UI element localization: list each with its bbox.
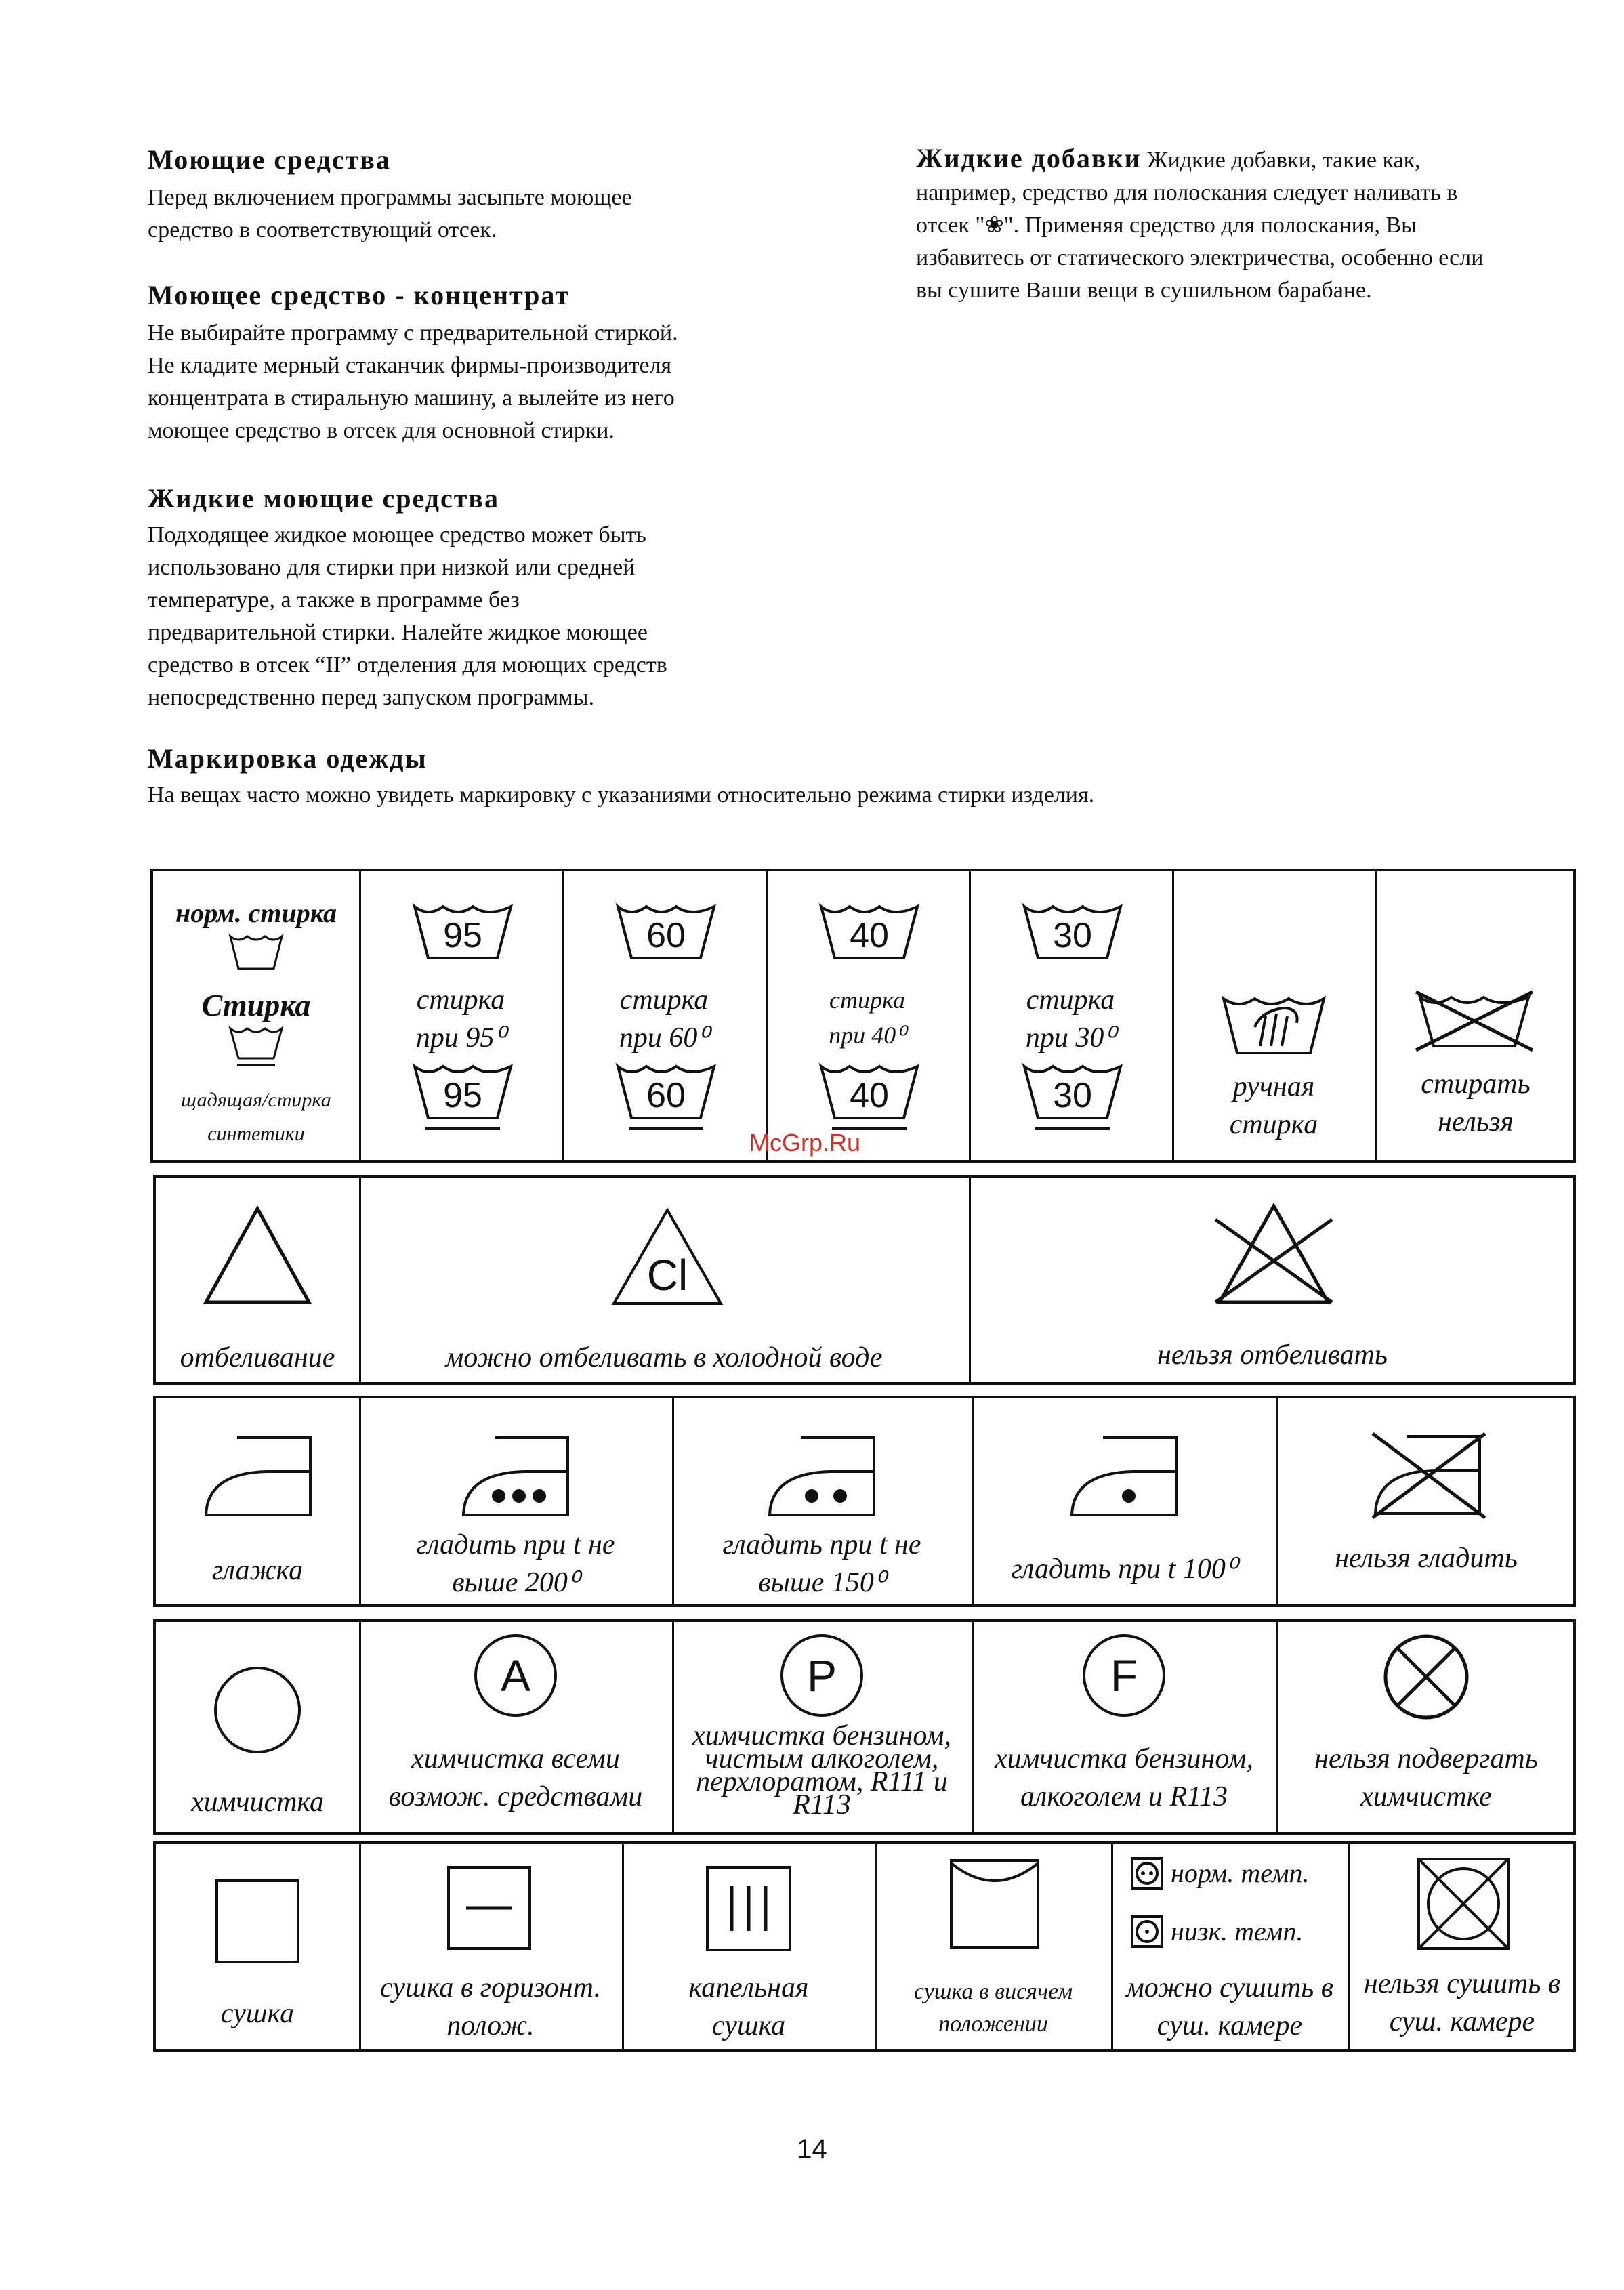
hang-dry-label-2: положении — [938, 2012, 1048, 2037]
bleach-row — [153, 1175, 1576, 1385]
wash-cell-hand — [1172, 871, 1375, 1163]
iron-200-label-1: гладить при t не — [416, 1529, 615, 1560]
text-line: средство в соответствующий отсек. — [148, 217, 497, 243]
iron-200-label-2: выше 200⁰ — [452, 1567, 579, 1598]
temp-text: 30 — [1053, 1076, 1092, 1115]
drying-cell-hang — [875, 1844, 1111, 2052]
no-wash-label-1: стирать — [1421, 1068, 1531, 1100]
tub-30-gentle-icon — [1022, 1062, 1123, 1133]
temp-text: 40 — [850, 1076, 889, 1115]
bleach-cell-cold — [359, 1178, 969, 1385]
temp-text: 40 — [850, 916, 889, 955]
temp-text: 60 — [646, 916, 686, 955]
wash-40-label-1: стирка — [829, 986, 905, 1014]
a-letter: A — [500, 1650, 531, 1701]
dryclean-p-label-4: R113 — [793, 1789, 851, 1820]
tub-95-icon — [412, 902, 514, 961]
detergents-body — [148, 182, 632, 247]
no-dryclean-label-2: химчистке — [1360, 1781, 1492, 1812]
triangle-cl-icon — [610, 1206, 725, 1308]
p-letter: P — [806, 1650, 837, 1701]
tumble-label-2: суш. камере — [1157, 2010, 1303, 2041]
dryclean-row — [153, 1619, 1576, 1835]
temp-text: 95 — [443, 916, 482, 955]
bleach-label: отбеливание — [180, 1342, 335, 1373]
tub-30-icon — [1022, 902, 1123, 961]
text-line: непосредственно перед запуском программы. — [148, 685, 594, 710]
bleach-cell-none — [969, 1178, 1576, 1385]
no-dryclean-label-1: нельзя подвергать — [1314, 1743, 1538, 1774]
page-number: 14 — [797, 2134, 827, 2164]
circle-f-icon — [1080, 1631, 1168, 1720]
text-line: использовано для стирки при низкой или средней — [148, 555, 636, 580]
no-dryclean-icon — [1381, 1631, 1472, 1722]
gentle-sub-label-2: синтетики — [207, 1123, 305, 1145]
dryclean-label: химчистка — [190, 1787, 325, 1818]
wash-60-label-1: стирка — [619, 984, 709, 1016]
dryclean-p-label-1: химчистка бензином, — [692, 1720, 952, 1751]
drying-row — [153, 1841, 1576, 2052]
text-line: предварительной стирки. Налейте жидкое моющее — [148, 620, 648, 645]
watermark: McGrp.Ru — [749, 1129, 861, 1157]
drip-dry-label-2: сушка — [711, 2010, 786, 2041]
flat-dry-label-2: полож. — [446, 2010, 535, 2041]
dryclean-p-label-3: перхлоратом, R111 и — [696, 1766, 948, 1797]
text-line — [916, 142, 1566, 177]
text-line: концентрата в стиральную машину, а вылейте из него — [148, 386, 675, 411]
dryclean-cell-any — [156, 1622, 359, 1835]
text-line: избавитесь от статического электричества, особенно если — [916, 245, 1484, 270]
dryclean-f-label-2: алкоголем и R113 — [1020, 1781, 1228, 1812]
tumble-low-icon — [1130, 1915, 1164, 1949]
no-tumble-label-1: нельзя сушить в — [1363, 1968, 1561, 1999]
iron-cell-150 — [672, 1398, 972, 1607]
dryclean-p-label-2: чистым алкоголем, — [705, 1743, 939, 1774]
no-bleach-icon — [1206, 1202, 1341, 1306]
low-temp-label: низк. темп. — [1171, 1916, 1304, 1946]
iron-cell-100 — [972, 1398, 1276, 1607]
bleach-cell-any — [156, 1178, 359, 1385]
no-iron-label: нельзя гладить — [1335, 1543, 1518, 1574]
hang-dry-icon — [949, 1858, 1041, 1950]
no-bleach-label: нельзя отбеливать — [1157, 1339, 1388, 1371]
concentrate-body — [148, 317, 678, 447]
drying-cell-tumble — [1111, 1844, 1348, 2052]
liquid-body — [148, 519, 667, 714]
temp-text: 30 — [1053, 916, 1092, 955]
temp-text: 60 — [646, 1076, 686, 1115]
no-tumble-icon — [1416, 1856, 1511, 1951]
text-line: Подходящее жидкое моющее средство может быть — [148, 522, 646, 547]
drying-label: сушка — [220, 1998, 295, 2029]
text-line: Перед включением программы засыпьте моющее — [148, 185, 632, 210]
iron-three-dots-icon — [459, 1434, 572, 1519]
additives-lead: Жидкие добавки, такие как, — [1147, 148, 1421, 173]
drying-cell-flat — [359, 1844, 622, 2052]
drying-cell-any — [156, 1844, 359, 2052]
circle-icon — [211, 1664, 304, 1756]
gentle-sub-label-1: щадящая/стирка — [181, 1089, 331, 1111]
hang-dry-label-1: сушка в висячем — [913, 1979, 1073, 2004]
tub-60-gentle-icon — [615, 1062, 717, 1133]
text-line: отсек "❀". Применяя средство для полоскания, Вы — [916, 213, 1417, 238]
tumble-label-1: можно сушить в — [1125, 1972, 1334, 2003]
wash-cell-95 — [359, 871, 562, 1163]
iron-icon — [202, 1434, 314, 1519]
no-wash-label-2: нельзя — [1438, 1106, 1514, 1138]
hand-wash-label-1: ручная — [1232, 1071, 1315, 1102]
temp-text: 95 — [443, 1076, 482, 1115]
wash-row — [150, 869, 1576, 1163]
text-line: температуре, а также в программе без — [148, 587, 520, 612]
dryclean-f-label-1: химчистка бензином, — [994, 1743, 1254, 1774]
liquid-title: Жидкие моющие средства — [148, 483, 499, 514]
dryclean-cell-a — [359, 1622, 672, 1835]
dryclean-cell-p — [672, 1622, 972, 1835]
text-line: Не выбирайте программу с предварительной стиркой. — [148, 320, 678, 346]
dryclean-a-label-1: химчистка всеми — [411, 1743, 620, 1774]
tub-40-gentle-icon — [818, 1062, 920, 1133]
no-tumble-label-2: суш. камере — [1389, 2006, 1535, 2037]
marking-title: Маркировка одежды — [148, 743, 428, 774]
circle-p-icon — [778, 1631, 866, 1720]
wash-cell-normal — [153, 871, 359, 1163]
f-letter: F — [1110, 1650, 1138, 1701]
iron-150-label-2: выше 150⁰ — [758, 1567, 886, 1598]
dryclean-cell-none — [1276, 1622, 1576, 1835]
cl-text: Cl — [646, 1251, 688, 1299]
drying-cell-no-tumble — [1348, 1844, 1576, 2052]
text-line: моющее средство в отсек для основной стирки. — [148, 418, 615, 443]
detergents-title: Моющие средства — [148, 144, 391, 175]
norm-wash-label: норм. стирка — [175, 898, 337, 928]
dryclean-cell-f — [972, 1622, 1276, 1835]
text-line: вы сушите Ваши вещи в сушильном барабане. — [916, 278, 1372, 303]
additives-title: Жидкие добавки — [916, 143, 1142, 173]
tumble-norm-icon — [1130, 1856, 1164, 1890]
tub-95-gentle-icon — [412, 1062, 514, 1133]
marking-body: На вещах часто можно увидеть маркировку с указаниями относительно режима стирки изделия. — [148, 783, 1095, 808]
circle-a-icon — [472, 1631, 560, 1720]
triangle-icon — [202, 1205, 313, 1306]
wash-60-label-2: при 60⁰ — [619, 1022, 709, 1054]
tub-60-icon — [615, 902, 717, 961]
text-line: например, средство для полоскания следует наливать в — [916, 180, 1458, 205]
hand-wash-icon — [1221, 993, 1327, 1056]
concentrate-title: Моющее средство - концентрат — [148, 280, 570, 310]
wash-30-label-2: при 30⁰ — [1025, 1022, 1116, 1054]
wash-cell-60 — [562, 871, 766, 1163]
wash-cell-40 — [766, 871, 969, 1163]
flat-dry-icon — [446, 1865, 533, 1951]
drip-dry-label-1: капельная — [688, 1972, 809, 2003]
bleach-cold-label: можно отбеливать в холодной воде — [445, 1342, 883, 1373]
dryclean-a-label-2: возмож. средствами — [388, 1781, 643, 1812]
flat-dry-label-1: сушка в горизонт. — [380, 1972, 601, 2003]
gentle-wash-label: Стирка — [201, 988, 311, 1022]
wash-cell-30 — [969, 871, 1172, 1163]
additives-block — [916, 142, 1566, 307]
square-icon — [214, 1878, 301, 1965]
drip-dry-icon — [705, 1865, 793, 1953]
wash-30-label-1: стирка — [1026, 984, 1115, 1016]
iron-cell-none — [1276, 1398, 1576, 1607]
tub-icon — [229, 934, 283, 970]
no-iron-icon — [1369, 1430, 1488, 1520]
iron-cell-any — [156, 1398, 359, 1607]
wash-95-label-2: при 95⁰ — [415, 1022, 506, 1054]
iron-cell-200 — [359, 1398, 672, 1607]
no-wash-icon — [1413, 988, 1535, 1053]
iron-one-dot-icon — [1068, 1434, 1180, 1519]
wash-95-label-1: стирка — [416, 984, 505, 1016]
iron-label: глажка — [211, 1555, 304, 1586]
iron-two-dots-icon — [766, 1434, 878, 1519]
iron-100-label: гладить при t 100⁰ — [1011, 1554, 1237, 1585]
tub-underline-icon — [229, 1026, 283, 1068]
text-line: средство в отсек “II” отделения для моющих средств — [148, 652, 667, 678]
iron-150-label-1: гладить при t не — [722, 1529, 921, 1560]
wash-40-label-2: при 40⁰ — [829, 1022, 906, 1049]
wash-cell-none — [1375, 871, 1576, 1163]
drying-cell-drip — [622, 1844, 875, 2052]
text-line: Не кладите мерный стаканчик фирмы-производителя — [148, 353, 672, 378]
iron-row — [153, 1396, 1576, 1607]
hand-wash-label-2: стирка — [1229, 1109, 1318, 1140]
norm-temp-label: норм. темп. — [1171, 1858, 1310, 1888]
tub-40-icon — [818, 902, 920, 961]
